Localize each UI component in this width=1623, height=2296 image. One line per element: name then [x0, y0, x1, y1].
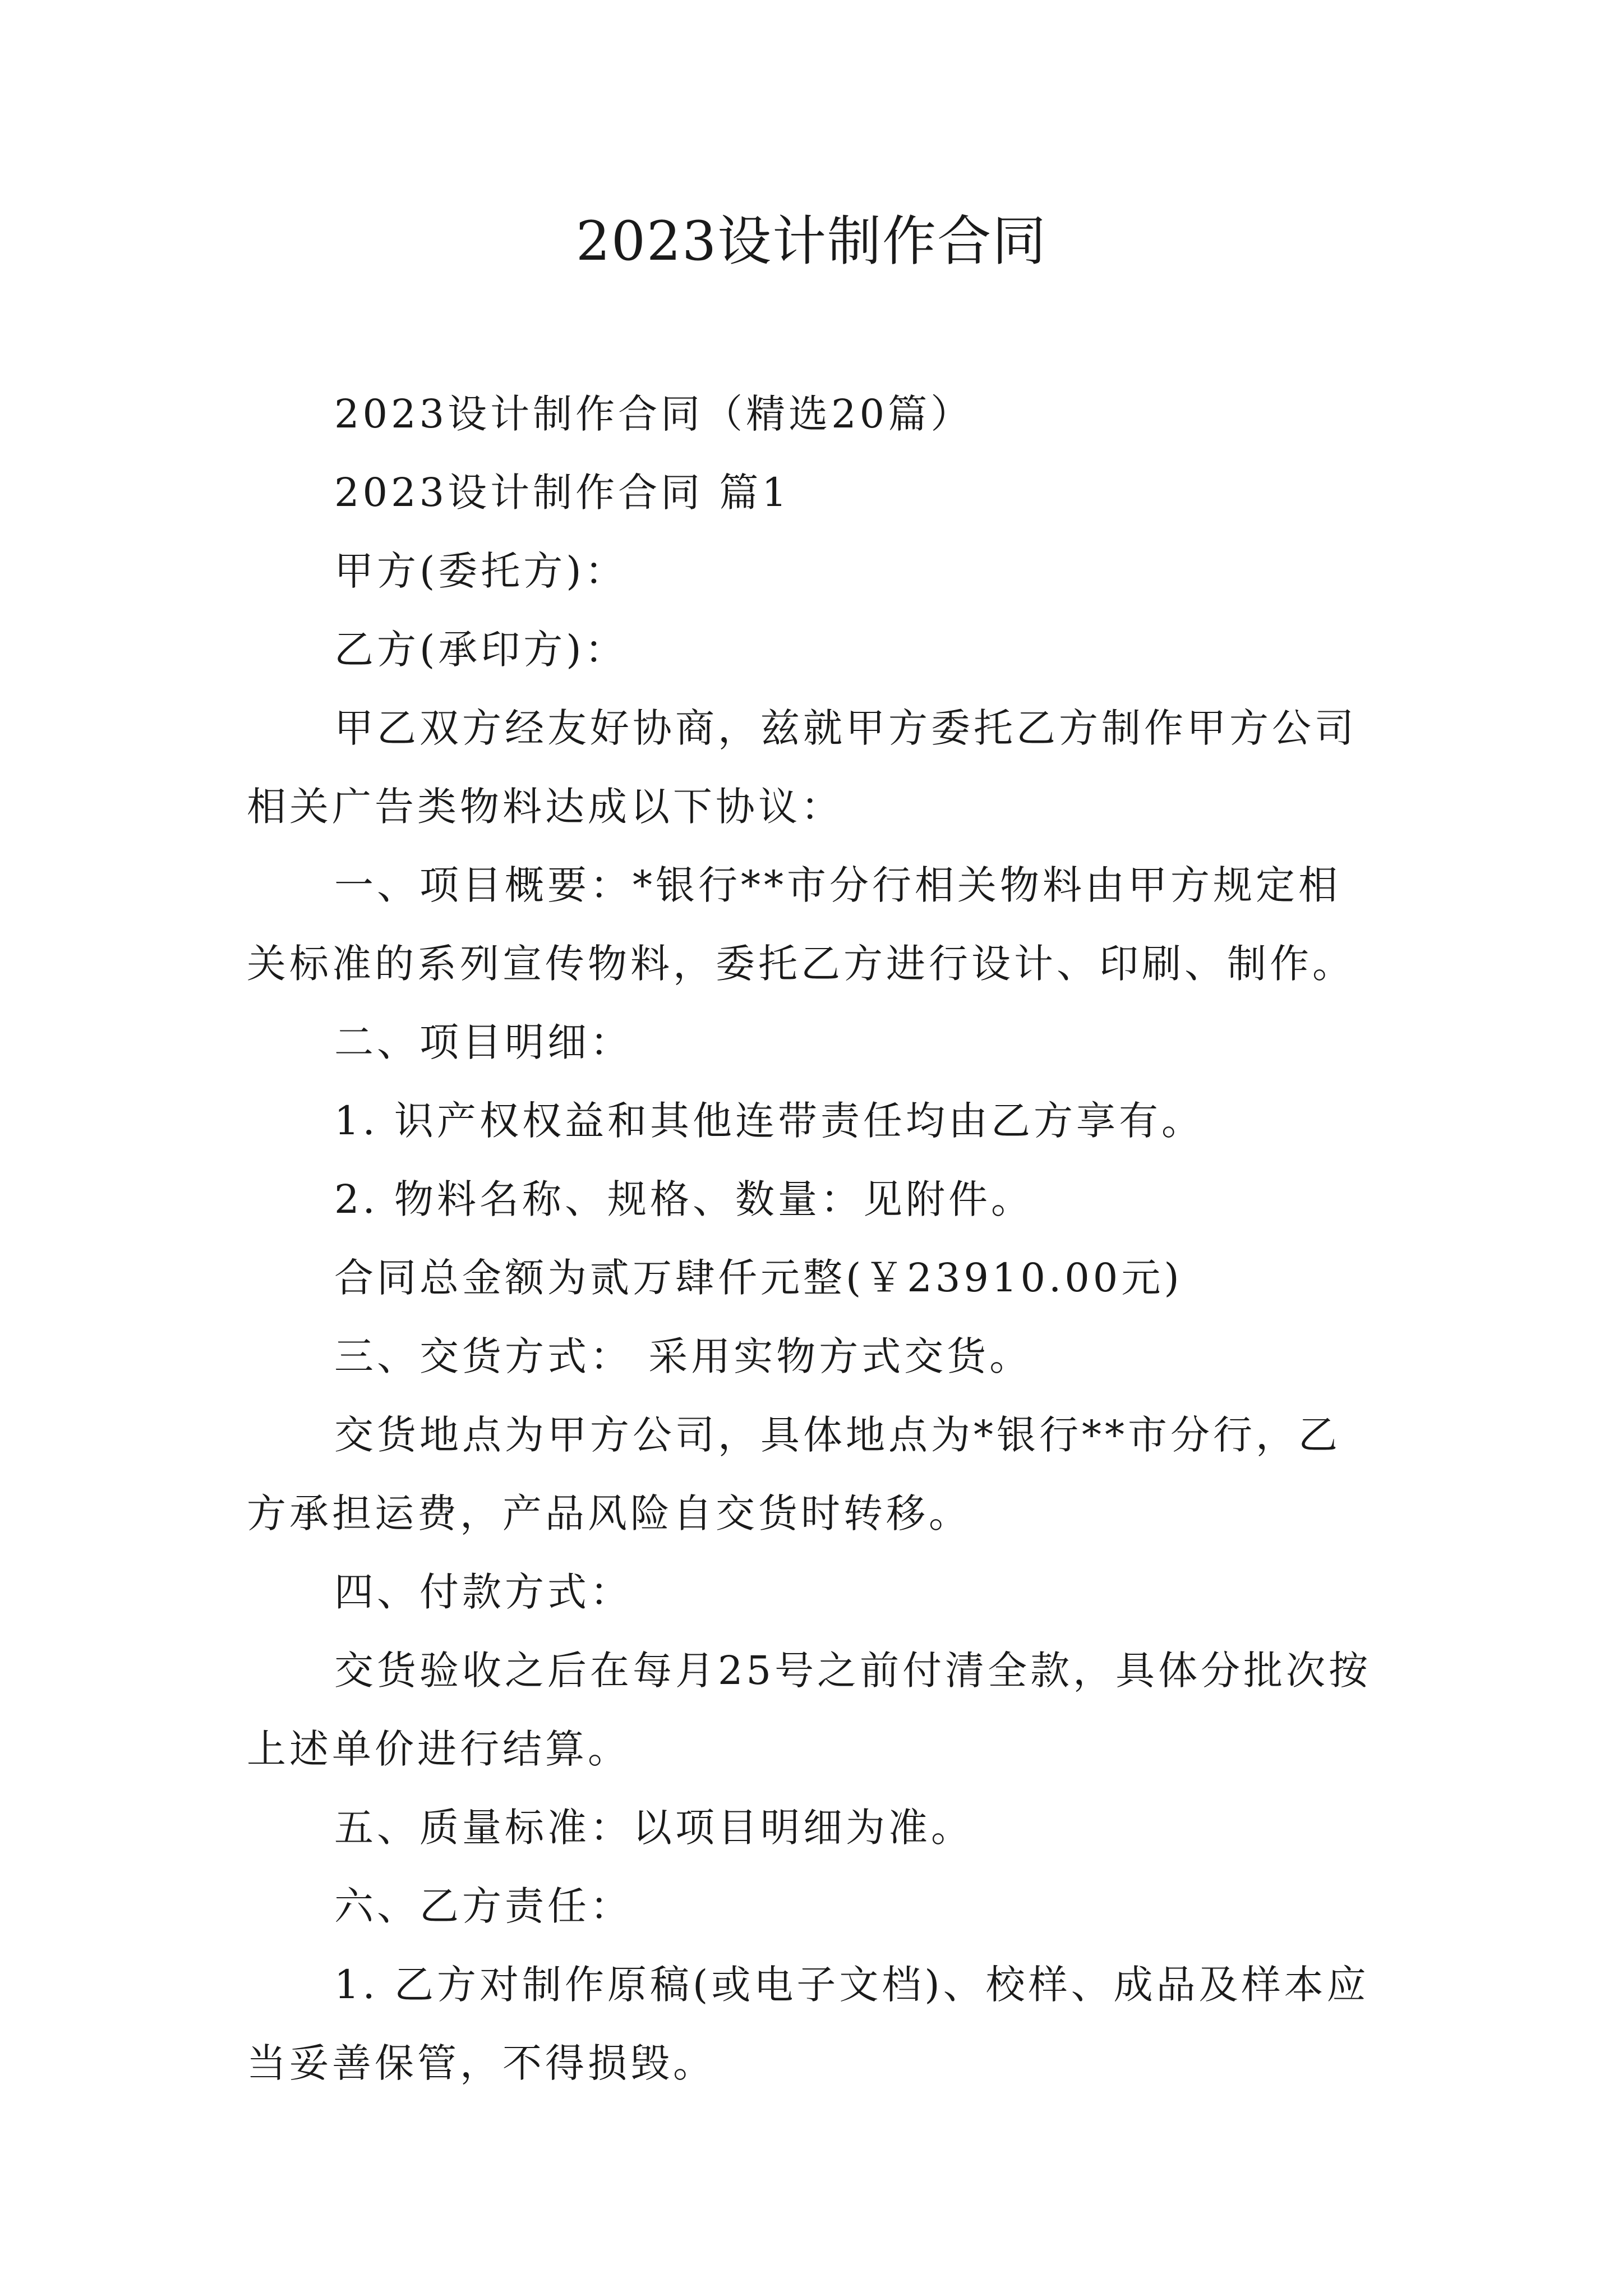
paragraph-party-b-duties-heading: 六、乙方责任： — [334, 1883, 633, 1929]
paragraph-preamble: 甲乙双方经友好协商，兹就甲方委托乙方制作甲方公司相关广告类物料达成以下协议： — [247, 705, 1357, 830]
paragraph-project-details-heading: 二、项目明细： — [334, 1019, 633, 1065]
paragraph-detail-1: 1. 识产权权益和其他连带责任均由乙方享有。 — [334, 1098, 1205, 1144]
paragraph-party-a: 甲方(委托方)： — [334, 548, 628, 594]
paragraph-detail-2: 2. 物料名称、规格、数量：见附件。 — [334, 1176, 1034, 1222]
document-body — [247, 375, 1380, 2102]
paragraph-payment-heading: 四、付款方式： — [334, 1569, 633, 1615]
paragraph-party-b: 乙方(承印方)： — [334, 627, 628, 673]
document-title: 2023设计制作合同 — [575, 210, 1048, 273]
paragraph-delivery-method: 三、交货方式： 采用实物方式交货。 — [334, 1333, 1032, 1379]
paragraph-section-heading: 2023设计制作合同 篇1 — [334, 470, 790, 516]
paragraph-quality-standard: 五、质量标准：以项目明细为准。 — [334, 1805, 974, 1851]
paragraph-project-overview: 一、项目概要：*银行**市分行相关物料由甲方规定相关标准的系列宣传物料，委托乙方进行设计、印刷、制作。 — [247, 862, 1355, 987]
paragraph-delivery-location: 交货地点为甲方公司，具体地点为*银行**市分行，乙方承担运费，产品风险自交货时转移。 — [247, 1412, 1341, 1536]
paragraph-payment-terms: 交货验收之后在每月25号之前付清全款，具体分批次按上述单价进行结算。 — [247, 1648, 1372, 1772]
paragraph-subtitle: 2023设计制作合同（精选20篇） — [334, 391, 974, 437]
paragraph-party-b-duty-1: 1. 乙方对制作原稿(或电子文档)、校样、成品及样本应当妥善保管，不得损毁。 — [247, 1962, 1370, 2086]
paragraph-total-amount: 合同总金额为贰万肆仟元整(￥23910.00元) — [334, 1255, 1183, 1301]
